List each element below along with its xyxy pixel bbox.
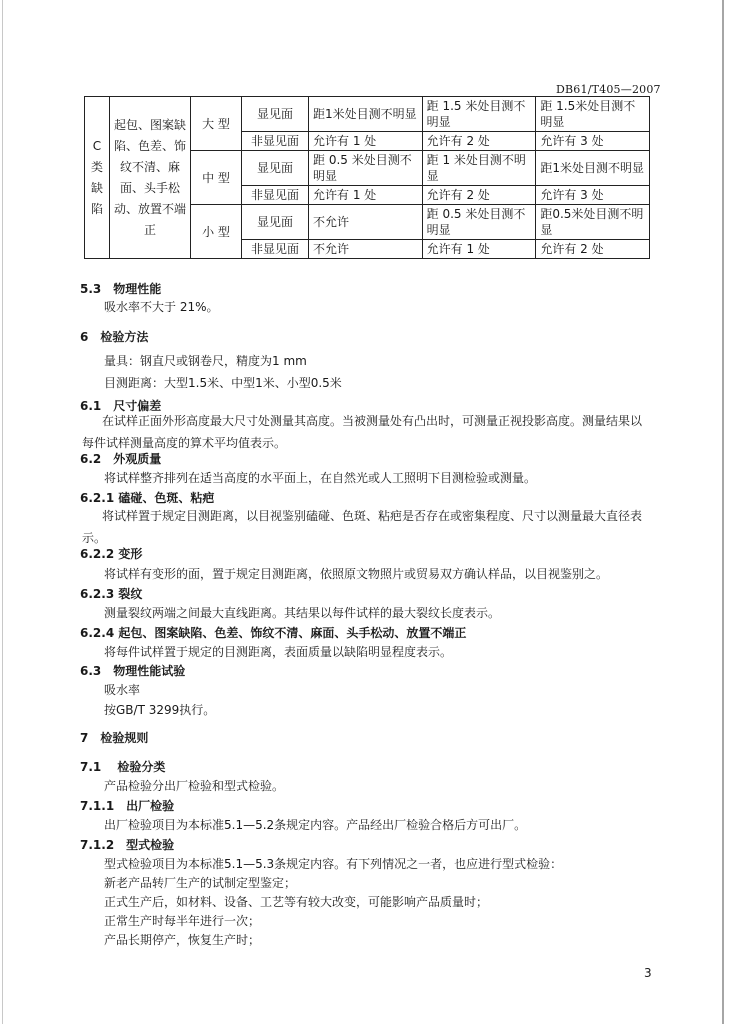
section-7-1-2-condition: 正式生产后，如材料、设备、工艺等有较大改变，可能影响产品质量时； [104,895,489,909]
value-cell: 距 1.5米处目测不明显 [536,97,650,132]
value-cell: 允许有 3 处 [536,186,650,205]
section-6-2-4-heading: 6.2.4 起包、图案缺陷、色差、饰纹不清、麻面、头手松动、放置不端正 [80,626,467,640]
value-cell: 允许有 1 处 [309,186,423,205]
doc-number-header: DB61/T405—2007 [556,83,661,96]
size-cell-medium: 中 型 [191,151,242,205]
section-6-heading: 6 检验方法 [80,330,149,344]
value-cell: 允许有 2 处 [422,132,536,151]
scan-edge-right [722,0,724,1024]
value-cell: 距 0.5 米处目测不明显 [422,205,536,240]
section-6-2-3-text: 测量裂纹两端之间最大直线距离。其结果以每件试样的最大裂纹长度表示。 [104,606,501,620]
value-cell: 距 1.5 米处目测不明显 [422,97,536,132]
value-cell: 不允许 [309,205,423,240]
section-6-2-4-text: 将每件试样置于规定的目测距离，表面质量以缺陷明显程度表示。 [104,645,453,659]
defect-table [84,96,650,259]
value-cell: 允许有 1 处 [422,240,536,259]
section-7-1-2-condition: 产品长期停产，恢复生产时； [104,933,261,947]
value-cell: 允许有 2 处 [422,186,536,205]
face-cell: 显见面 [242,97,309,132]
section-7-1-1-heading: 7.1.1 出厂检验 [80,799,175,813]
section-7-1-2-condition: 新老产品转厂生产的试制定型鉴定； [104,876,297,890]
section-7-1-2-text: 型式检验项目为本标准5.1—5.3条规定内容。有下列情况之一者，也应进行型式检验： [104,857,563,871]
section-6-3-heading: 6.3 物理性能试验 [80,664,186,678]
value-cell: 允许有 2 处 [536,240,650,259]
section-7-1-2-heading: 7.1.2 型式检验 [80,838,175,852]
class-label-cell: C 类缺陷 [85,97,110,259]
scan-edge-left [2,0,3,1024]
section-7-heading: 7 检验规则 [80,731,149,745]
value-cell: 距 1 米处目测不明显 [422,151,536,186]
section-7-1-1-text: 出厂检验项目为本标准5.1—5.2条规定内容。产品经出厂检验合格后方可出厂。 [104,818,527,832]
defect-desc-cell: 起包、图案缺陷、色差、饰纹不清、麻面、头手松动、放置不端正 [110,97,191,259]
face-cell: 显见面 [242,151,309,186]
section-6-2-2-heading: 6.2.2 变形 [80,547,143,561]
section-7-1-text: 产品检验分出厂检验和型式检验。 [104,779,285,793]
section-6-3-std: 按GB/T 3299执行。 [104,703,216,717]
page-number: 3 [644,966,652,980]
section-7-1-2-condition: 正常生产时每半年进行一次； [104,914,261,928]
face-cell: 非显见面 [242,132,309,151]
face-cell: 非显见面 [242,240,309,259]
value-cell: 距0.5米处目测不明显 [536,205,650,240]
value-cell: 允许有 3 处 [536,132,650,151]
value-cell: 距1米处目测不明显 [309,97,423,132]
section-6-distance: 目测距离：大型1.5米、中型1米、小型0.5米 [104,376,342,390]
value-cell: 距 0.5 米处目测不明显 [309,151,423,186]
face-cell: 显见面 [242,205,309,240]
face-cell: 非显见面 [242,186,309,205]
section-5-3-heading: 5.3 物理性能 [80,282,162,296]
section-7-1-heading: 7.1 检验分类 [80,760,166,774]
section-6-2-heading: 6.2 外观质量 [80,452,162,466]
value-cell: 允许有 1 处 [309,132,423,151]
section-6-2-1-heading: 6.2.1 磕碰、色斑、粘疤 [80,491,215,505]
size-cell-large: 大 型 [191,97,242,151]
value-cell: 距1米处目测不明显 [536,151,650,186]
section-6-tools: 量具：钢直尺或钢卷尺，精度为1 mm [104,354,307,368]
section-6-2-3-heading: 6.2.3 裂纹 [80,587,143,601]
section-6-2-2-text: 将试样有变形的面，置于规定目测距离，依照原文物照片或贸易双方确认样品，以目视鉴别之。 [104,567,609,581]
size-cell-small: 小 型 [191,205,242,259]
section-6-1-heading: 6.1 尺寸偏差 [80,399,162,413]
section-6-2-text: 将试样整齐排列在适当高度的水平面上，在自然光或人工照明下目测检验或测量。 [104,471,537,485]
section-6-1-text: 在试样正面外形高度最大尺寸处测量其高度。当被测量处有凸出时，可测量正视投影高度。测量结果以每件试样测量高度的算术平均值表示。 [82,414,643,450]
section-6-3-item: 吸水率 [104,683,141,697]
section-5-3-text: 吸水率不大于 21%。 [104,300,219,314]
section-6-2-1-text: 将试样置于规定目测距离，以目视鉴别磕碰、色斑、粘疤是否存在或密集程度、尺寸以测量最大直径表示。 [82,509,643,545]
value-cell: 不允许 [309,240,423,259]
